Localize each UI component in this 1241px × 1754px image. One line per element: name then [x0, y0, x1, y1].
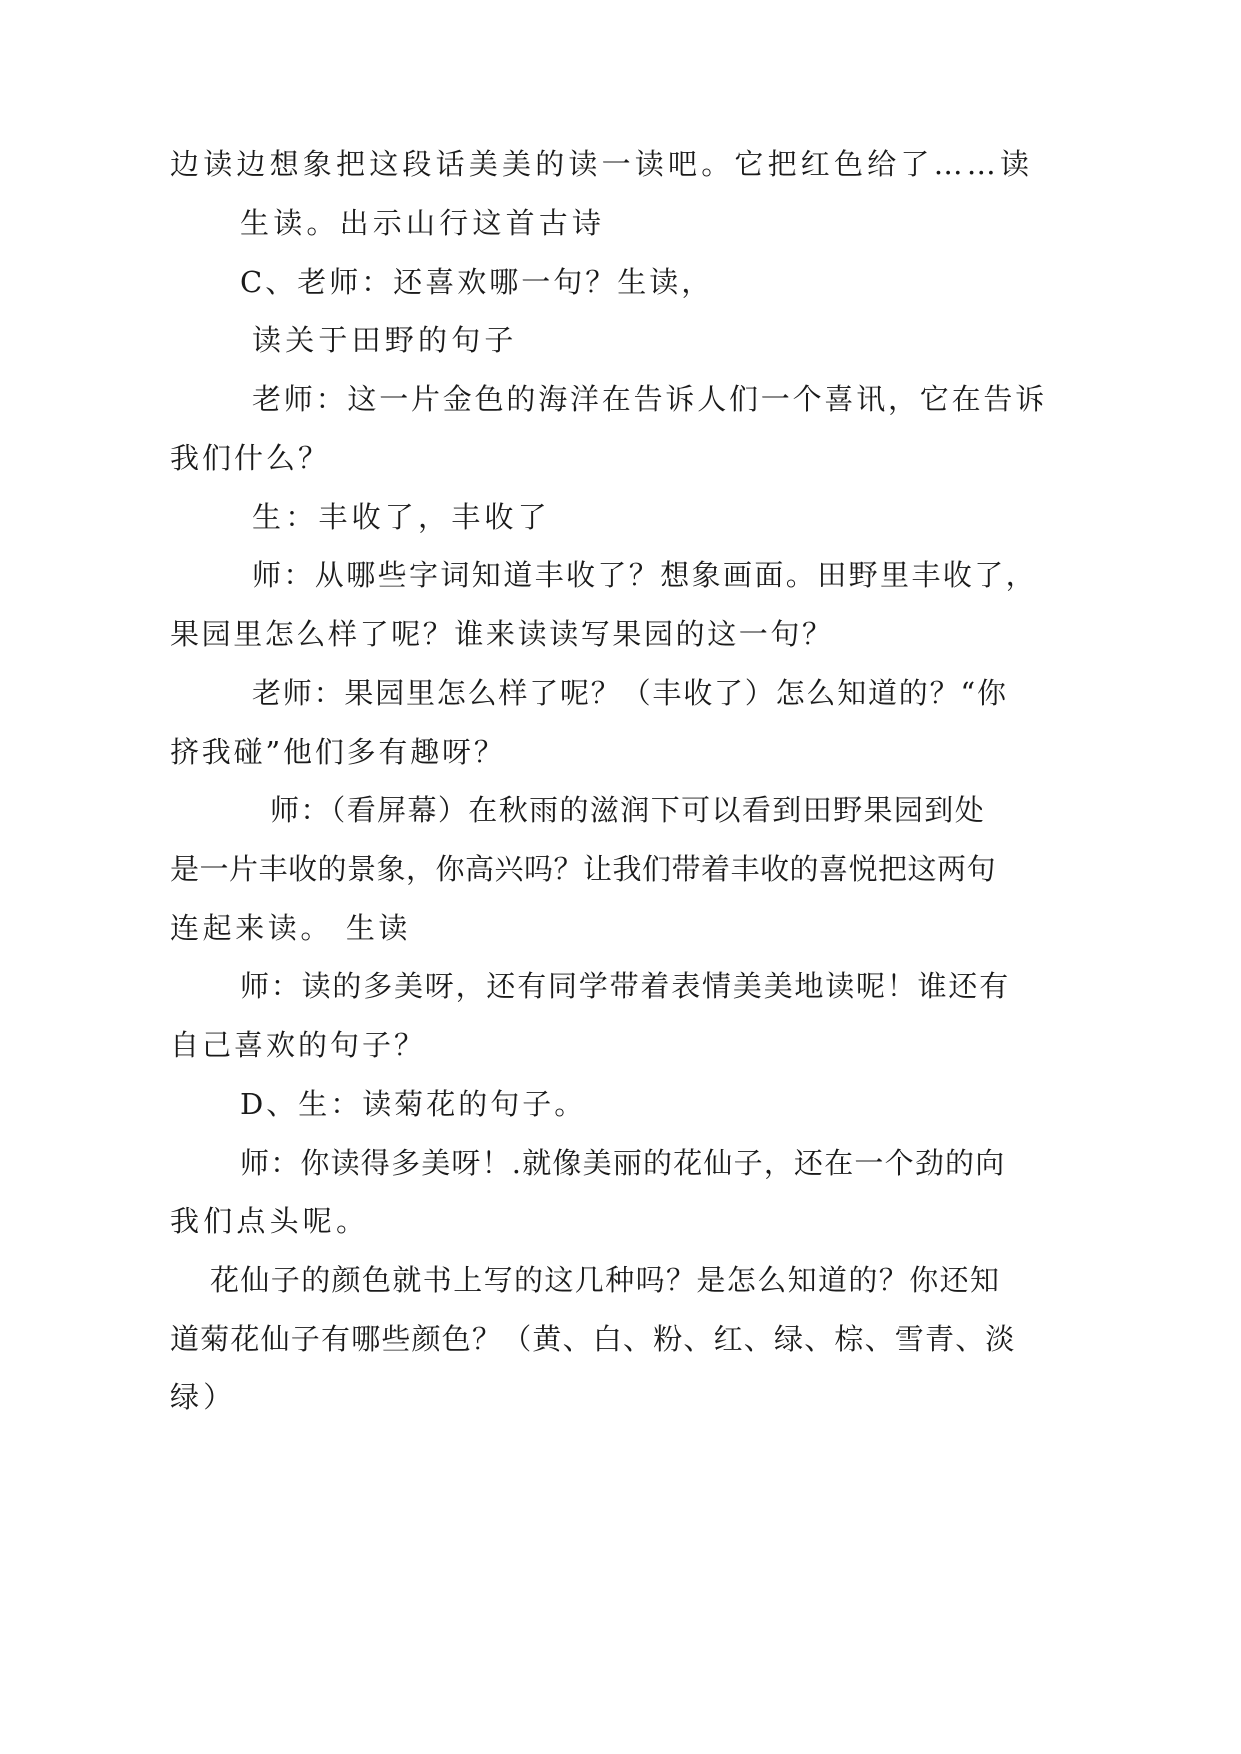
text-line: 绿）	[170, 1380, 237, 1414]
text-line: 师：你读得多美呀！.就像美丽的花仙子，还在一个劲的向	[240, 1146, 1006, 1180]
text-line: 生：丰收了，丰收了	[252, 500, 551, 534]
text-line: 花仙子的颜色就书上写的这几种吗？是怎么知道的？你还知	[210, 1263, 1001, 1297]
text-line: 挤我碰”他们多有趣呀？	[170, 735, 506, 769]
text-line: 师：从哪些字词知道丰收了？想象画面。田野里丰收了，	[252, 558, 1038, 592]
text-line: 道菊花仙子有哪些颜色？（黄、白、粉、红、绿、棕、雪青、淡	[170, 1322, 1016, 1356]
text-line: 自己喜欢的句子？	[170, 1028, 427, 1062]
text-line: C、老师：还喜欢哪一句？生读，	[240, 265, 714, 299]
text-line: 师：读的多美呀，还有同学带着表情美美地读呢！谁还有	[240, 969, 1011, 1003]
text-line: 老师：这一片金色的海洋在告诉人们一个喜讯，它在告诉	[252, 382, 1048, 416]
text-line: 边读边想象把这段话美美的读一读吧。它把红色给了……读	[170, 147, 1034, 181]
text-line: 我们点头呢。	[170, 1204, 370, 1238]
text-line: 生读。出示山行这首古诗	[240, 206, 606, 240]
text-line: 连起来读。 生读	[170, 911, 412, 945]
text-line: 是一片丰收的景象，你高兴吗？让我们带着丰收的喜悦把这两句	[170, 852, 997, 886]
text-line: 师：（看屏幕）在秋雨的滋润下可以看到田野果园到处	[270, 793, 986, 827]
text-line: 读关于田野的句子	[252, 323, 518, 357]
text-line: D、生：读菊花的句子。	[240, 1087, 587, 1121]
text-line: 我们什么？	[170, 441, 331, 475]
text-line: 老师：果园里怎么样了呢？（丰收了）怎么知道的？“你	[252, 676, 1008, 710]
text-line: 果园里怎么样了呢？谁来读读写果园的这一句？	[170, 617, 834, 651]
